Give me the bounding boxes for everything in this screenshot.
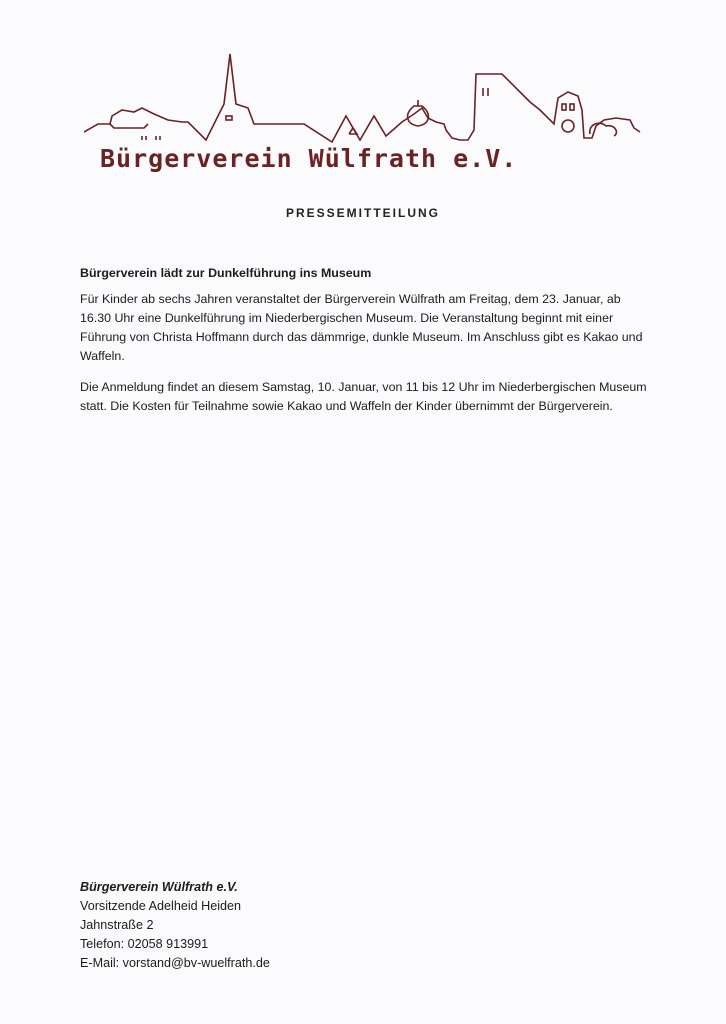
skyline-logo bbox=[84, 44, 644, 144]
contact-phone: Telefon: 02058 913991 bbox=[80, 937, 209, 951]
contact-chair: Vorsitzende Adelheid Heiden bbox=[80, 899, 242, 913]
contact-email: E-Mail: vorstand@bv-wuelfrath.de bbox=[80, 956, 270, 970]
paragraph: Die Anmeldung findet an diesem Samstag, 10. Januar, von 11 bis 12 Uhr im Niederbergischen Museum statt. Die Kosten für Teilnahme sowie Kakao und Waffeln der Kinder übernimmt der Bürgerverein. bbox=[80, 380, 647, 413]
article bbox=[80, 266, 648, 428]
skyline-outline bbox=[84, 54, 640, 142]
skyline-drawing bbox=[84, 44, 644, 144]
paragraph: Für Kinder ab sechs Jahren veranstaltet der Bürgerverein Wülfrath am Freitag, dem 23. Januar, ab 16.30 Uhr eine Dunkelführung im Niederbergischen Museum. Die Veranstaltung beginnt mit einer Führung von Christa Hoffmann durch das dämmrige, dunkle Museum. Im Anschluss gibt es Kakao und Waffeln. bbox=[80, 292, 643, 363]
contact-street: Jahnstraße 2 bbox=[80, 918, 154, 932]
contact-org: Bürgerverein Wülfrath e.V. bbox=[80, 880, 238, 894]
logo-wordmark: Bürgerverein Wülfrath e.V. bbox=[100, 144, 518, 173]
article-title: Bürgerverein lädt zur Dunkelführung ins Museum bbox=[80, 266, 372, 280]
contact-block bbox=[80, 878, 270, 973]
document-heading: PRESSEMITTEILUNG bbox=[285, 206, 440, 220]
